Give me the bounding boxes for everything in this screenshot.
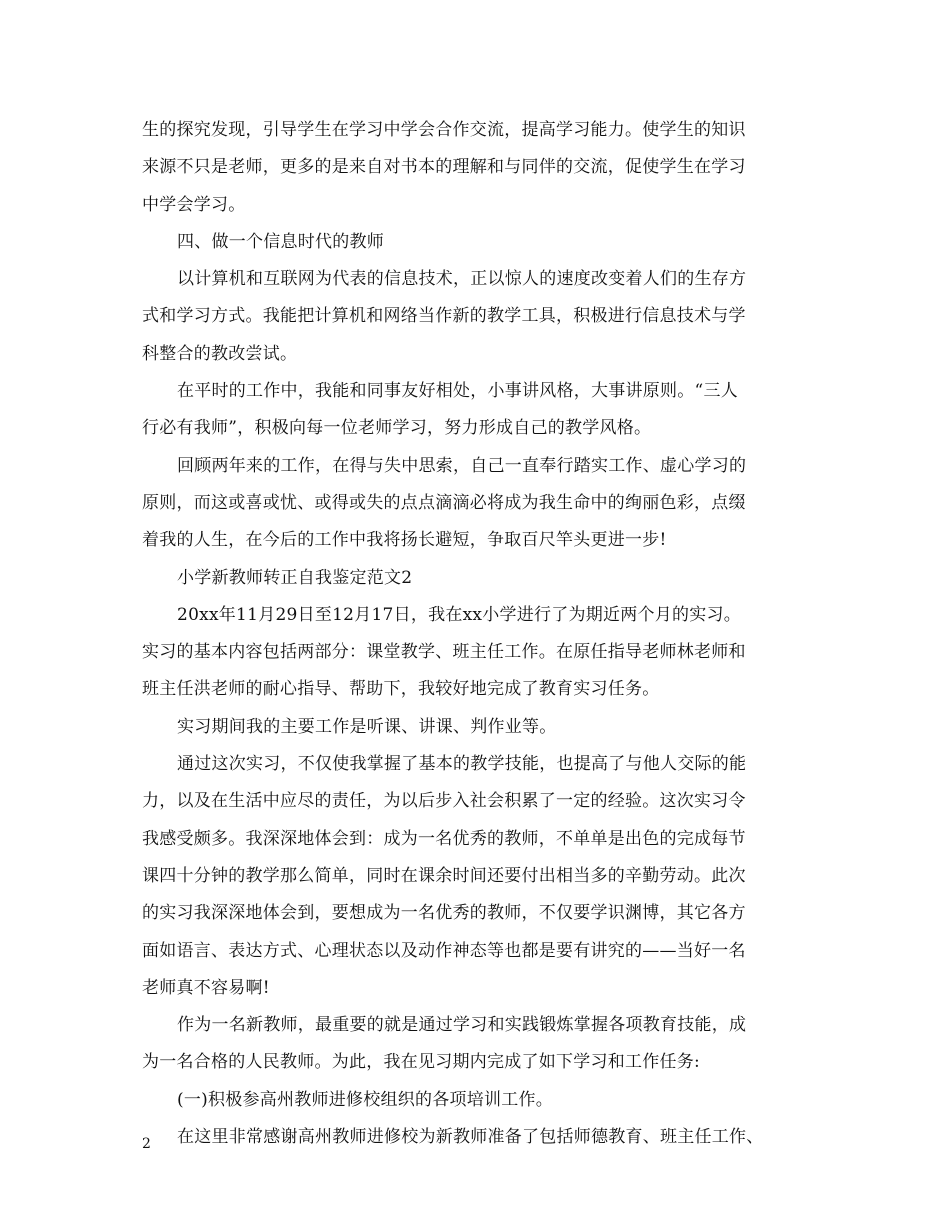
text-line: 老师真不容易啊! xyxy=(142,977,270,998)
page-number: 2 xyxy=(142,1136,151,1152)
text-line: 的实习我深深地体会到，要想成为一名优秀的教师，不仅要学识渊博，其它各方 xyxy=(142,903,746,924)
text-line: 行必有我师”，积极向每一位老师学习，努力形成自己的教学风格。 xyxy=(142,418,652,439)
text-line: 20xx年11月29日至12月17日，我在xx小学进行了为期近两个月的实习。 xyxy=(177,604,742,625)
text-line: 为一名合格的人民教师。为此，我在见习期内完成了如下学习和工作任务: xyxy=(142,1052,700,1073)
text-line: (一)积极参高州教师进修校组织的各项培训工作。 xyxy=(177,1089,554,1110)
text-line: 四、做一个信息时代的教师 xyxy=(177,231,384,252)
text-line: 科整合的教改尝试。 xyxy=(142,343,298,364)
text-line: 着我的人生，在今后的工作中我将扬长避短，争取百尺竿头更进一步! xyxy=(142,530,667,551)
text-line: 通过这次实习，不仅使我掌握了基本的教学技能，也提高了与他人交际的能 xyxy=(177,754,747,775)
text-line: 中学会学习。 xyxy=(142,194,246,215)
text-line: 生的探究发现，引导学生在学习中学会合作交流，提高学习能力。使学生的知识 xyxy=(142,120,746,140)
text-line: 课四十分钟的教学那么简单，同时在课余时间还要付出相当多的辛勤劳动。此次 xyxy=(142,865,746,886)
text-line: 原则，而这或喜或忧、或得或失的点点滴滴必将成为我生命中的绚丽色彩，点缀 xyxy=(142,492,746,513)
document-body xyxy=(142,112,822,1156)
text-line: 面如语言、表达方式、心理状态以及动作神态等也都是要有讲究的——当好一名 xyxy=(142,940,746,961)
text-line: 式和学习方式。我能把计算机和网络当作新的教学工具，积极进行信息技术与学 xyxy=(142,306,746,327)
text-line: 在平时的工作中，我能和同事友好相处，小事讲风格，大事讲原则。“三人 xyxy=(177,381,738,402)
text-line: 力，以及在生活中应尽的责任，为以后步入社会积累了一定的经验。这次实习令 xyxy=(142,791,746,812)
text-line: 我感受颇多。我深深地体会到：成为一名优秀的教师，不单单是出色的完成每节 xyxy=(142,828,746,849)
text-line: 在这里非常感谢高州教师进修校为新教师准备了包括师德教育、班主任工作、 xyxy=(177,1127,764,1148)
text-line: 实习的基本内容包括两部分：课堂教学、班主任工作。在原任指导老师林老师和 xyxy=(142,642,746,663)
text-line: 小学新教师转正自我鉴定范文2 xyxy=(177,567,413,588)
text-line: 作为一名新教师，最重要的就是通过学习和实践锻炼掌握各项教育技能，成 xyxy=(177,1015,747,1036)
text-line: 实习期间我的主要工作是听课、讲课、判作业等。 xyxy=(177,716,557,737)
text-line: 来源不只是老师，更多的是来自对书本的理解和与同伴的交流，促使学生在学习 xyxy=(142,157,746,178)
text-line: 回顾两年来的工作，在得与失中思索，自己一直奉行踏实工作、虚心学习的 xyxy=(177,455,747,476)
text-line: 班主任洪老师的耐心指导、帮助下，我较好地完成了教育实习任务。 xyxy=(142,679,660,700)
text-line: 以计算机和互联网为代表的信息技术，正以惊人的速度改变着人们的生存方 xyxy=(177,269,747,290)
